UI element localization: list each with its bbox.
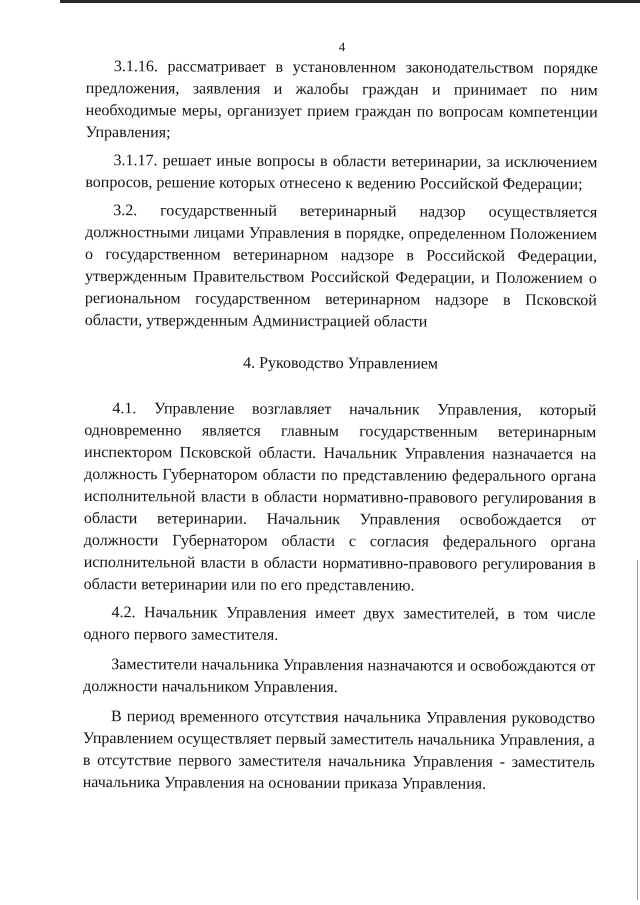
page-number: 4 <box>338 39 346 55</box>
scan-top-edge <box>60 0 640 3</box>
scan-right-edge <box>637 560 638 900</box>
paragraph-absence: В период временного отсутствия начальника Управления руководство Управлением осуществляет первый заместитель начальника Управления, а в отсутствие первого заместителя начальника Управления - заместитель начальника Управления на основании приказа Управления. <box>82 708 596 793</box>
paragraph-3-1-16: 3.1.16. рассматривает в установленном законодательством порядке предложения, заявления и жалобы граждан и принимает по ним необходимые меры, организует прием граждан по вопросам компетенции Управления; <box>85 58 598 142</box>
paragraph-4-1: 4.1. Управление возглавляет начальник Управления, который одновременно является главным государственным ветеринарным инспектором Псковской области. Начальник Управления назначается на должность Губернатором области по представлению федерального органа исполнительной власти в области нормативно-правового регулирования в области ветеринарии. Начальник Управления освобождается от должности Губернатором области с согласия федерального органа исполнительной власти в области нормативно-правового регулирования в области ветеринарии или по его представлению. <box>83 400 597 595</box>
paragraph-3-2: 3.2. государственный ветеринарный надзор осуществляется должностными лицами Управления в порядке, определенном Положением о государственном ветеринарном надзоре в Российской Федерации, утвержденным Правительством Российской Федерации, и Положением о региональном государственном ветеринарном надзоре в Псковской области, утвержденным Администрацией области <box>84 202 598 331</box>
paragraph-deputies: Заместители начальника Управления назначаются и освобождаются от должности начальником Управления. <box>83 656 596 697</box>
paragraph-4-2: 4.2. Начальник Управления имеет двух заместителей, в том числе одного первого заместителя. <box>83 604 596 644</box>
document-page <box>83 38 598 796</box>
paragraph-3-1-17: 3.1.17. решает иные вопросы в области ветеринарии, за исключением вопросов, решение которых отнесено к ведению Российской Федерации; <box>85 152 598 194</box>
section-heading: 4. Руководство Управлением <box>243 354 439 373</box>
